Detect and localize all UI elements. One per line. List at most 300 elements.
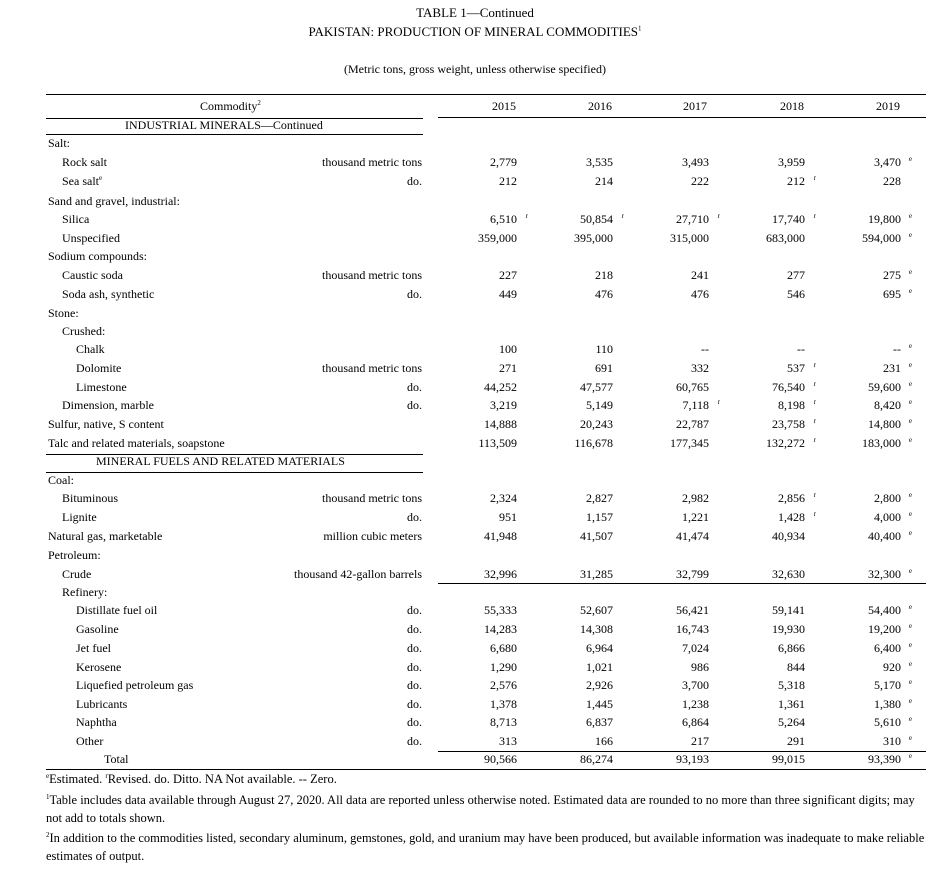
cell-number: 476: [691, 287, 709, 301]
cell-value: [868, 380, 912, 395]
table-row: [0, 342, 950, 360]
cell-number: 110: [595, 342, 613, 356]
row-label-text: Coal:: [48, 473, 74, 487]
cell-value: [874, 491, 912, 506]
cell-number: --: [893, 342, 901, 356]
cell-value: [580, 567, 613, 582]
row-label: [76, 660, 121, 675]
table-rule: [46, 454, 423, 455]
cell-value: [766, 436, 816, 451]
row-label-mark: e: [99, 174, 103, 182]
cell-number: 313: [499, 734, 517, 748]
cell-value: [682, 155, 709, 170]
cell-value: [676, 212, 720, 227]
row-label: [76, 622, 119, 637]
table-row: [0, 734, 950, 752]
cell-mark: e: [908, 268, 912, 276]
cell-number: 241: [691, 268, 709, 282]
row-label-text: Chalk: [76, 342, 105, 356]
table-row: [0, 249, 950, 267]
cell-number: 41,474: [676, 529, 709, 543]
row-unit: do.: [407, 660, 422, 674]
cell-value: [580, 212, 624, 227]
cell-value: [787, 174, 816, 189]
cell-number: 3,535: [586, 155, 613, 169]
cell-number: 8,420: [874, 398, 901, 412]
footnote-1-text: Table includes data available through August 27, 2020. All data are reported unless otherwise noted. Estimated data are rounded to no more than three significant digits; may not add to totals shown.: [46, 793, 915, 825]
cell-value: [862, 231, 912, 246]
table-row: [0, 641, 950, 659]
table-row: [0, 752, 950, 770]
table-row: [0, 622, 950, 640]
table-row: [0, 398, 950, 416]
cell-number: 19,800: [868, 212, 901, 226]
row-label-text: Crushed:: [62, 324, 106, 338]
row-unit: do.: [407, 510, 422, 524]
cell-mark: e: [908, 342, 912, 350]
cell-mark: e: [908, 529, 912, 537]
title-footnote-mark: 1: [638, 24, 642, 33]
cell-number: 55,333: [484, 603, 517, 617]
table-row: [0, 678, 950, 696]
cell-value: [883, 660, 912, 675]
cell-value: [580, 752, 613, 767]
row-label: [76, 697, 127, 712]
cell-value: [682, 697, 709, 712]
cell-value: [787, 660, 805, 675]
row-unit: do.: [407, 287, 422, 301]
cell-number: 218: [595, 268, 613, 282]
row-unit: thousand metric tons: [322, 268, 422, 282]
cell-value: [874, 398, 912, 413]
row-label-text: Naphtha: [76, 715, 117, 729]
cell-value: [586, 715, 613, 730]
row-unit: do.: [407, 398, 422, 412]
cell-value: [580, 622, 613, 637]
table-row: [0, 324, 950, 342]
row-label-text: Bituminous: [62, 491, 119, 505]
cell-value: [499, 361, 517, 376]
cell-value: [868, 212, 912, 227]
cell-number: 166: [595, 734, 613, 748]
cell-number: 99,015: [772, 752, 805, 766]
table-title-line1: TABLE 1—Continued: [416, 5, 534, 20]
cell-number: 449: [499, 287, 517, 301]
table-row: [0, 715, 950, 733]
table-row: [0, 155, 950, 173]
cell-number: 1,290: [490, 660, 517, 674]
row-label: [62, 585, 107, 600]
table-row: [0, 436, 950, 454]
row-unit: do.: [407, 603, 422, 617]
cell-value: [691, 268, 709, 283]
row-label-text: Liquefied petroleum gas: [76, 678, 194, 692]
table-title-line2: [0, 24, 950, 40]
row-label-text: Sulfur, native, S content: [48, 417, 164, 431]
footnote-2-mark: 2: [46, 830, 50, 839]
cell-value: [676, 417, 709, 432]
cell-value: [682, 715, 709, 730]
cell-mark: r: [813, 398, 816, 406]
row-label: [62, 287, 154, 302]
cell-value: [484, 380, 517, 395]
cell-number: 1,378: [490, 697, 517, 711]
row-label-text: Dolomite: [76, 361, 122, 375]
table-row: [0, 361, 950, 379]
table-row: [0, 473, 950, 491]
cell-value: [682, 398, 720, 413]
cell-number: 4,000: [874, 510, 901, 524]
cell-value: [595, 342, 613, 357]
cell-number: 50,854: [580, 212, 613, 226]
table-row: [0, 287, 950, 305]
cell-value: [586, 660, 613, 675]
table-row: [0, 268, 950, 286]
cell-number: 32,996: [484, 567, 517, 581]
cell-value: [490, 155, 517, 170]
cell-number: 56,421: [676, 603, 709, 617]
cell-number: 3,493: [682, 155, 709, 169]
cell-value: [586, 678, 613, 693]
cell-mark: e: [908, 510, 912, 518]
footnote-1-mark: 1: [46, 792, 50, 801]
row-label: [48, 306, 79, 321]
cell-number: 93,193: [676, 752, 709, 766]
row-label: [76, 380, 127, 395]
cell-number: 212: [787, 174, 805, 188]
cell-value: [595, 174, 613, 189]
cell-value: [676, 622, 709, 637]
units-note: (Metric tons, gross weight, unless otherwise specified): [344, 62, 606, 76]
cell-number: 32,630: [772, 567, 805, 581]
row-label-text: Salt:: [48, 136, 71, 150]
row-unit: do.: [407, 697, 422, 711]
cell-value: [691, 287, 709, 302]
section-industrial-minerals: INDUSTRIAL MINERALS—Continued: [125, 118, 323, 132]
cell-number: 23,758: [772, 417, 805, 431]
cell-value: [766, 231, 805, 246]
cell-mark: e: [908, 752, 912, 760]
cell-value: [868, 567, 912, 582]
cell-mark: e: [908, 622, 912, 630]
cell-value: [670, 231, 709, 246]
table-row: [0, 548, 950, 566]
cell-mark: e: [908, 380, 912, 388]
cell-value: [586, 398, 613, 413]
cell-value: [868, 417, 912, 432]
cell-value: [778, 715, 805, 730]
footnote-2: [46, 829, 926, 865]
cell-value: [868, 603, 912, 618]
cell-number: 212: [499, 174, 517, 188]
cell-number: 8,198: [778, 398, 805, 412]
cell-number: --: [701, 342, 709, 356]
cell-number: 14,888: [484, 417, 517, 431]
legend-estimated: Estimated.: [49, 772, 103, 786]
cell-number: 2,827: [586, 491, 613, 505]
row-unit: do.: [407, 641, 422, 655]
cell-number: 116,678: [574, 436, 613, 450]
cell-value: [484, 529, 517, 544]
cell-number: 5,170: [874, 678, 901, 692]
table-row: [0, 136, 950, 154]
cell-number: 1,445: [586, 697, 613, 711]
cell-value: [778, 697, 805, 712]
cell-value: [586, 155, 613, 170]
row-label-text: Distillate fuel oil: [76, 603, 158, 617]
cell-mark: e: [908, 361, 912, 369]
cell-number: 291: [787, 734, 805, 748]
cell-number: 6,400: [874, 641, 901, 655]
footnote-1: [46, 791, 926, 827]
cell-mark: e: [908, 398, 912, 406]
cell-number: 1,380: [874, 697, 901, 711]
row-unit: million cubic meters: [323, 529, 422, 543]
row-label-text: Refinery:: [62, 585, 108, 599]
cell-number: 315,000: [670, 231, 709, 245]
cell-value: [595, 287, 613, 302]
cell-mark: e: [908, 212, 912, 220]
cell-number: 271: [499, 361, 517, 375]
table-rule: [438, 751, 926, 752]
cell-value: [874, 715, 912, 730]
cell-mark: e: [908, 715, 912, 723]
cell-value: [586, 491, 613, 506]
cell-number: 60,765: [676, 380, 709, 394]
cell-value: [484, 603, 517, 618]
row-label-text: Limestone: [76, 380, 127, 394]
cell-number: 7,118: [682, 398, 709, 412]
cell-number: 275: [883, 268, 901, 282]
row-label: [76, 342, 105, 357]
cell-number: 476: [595, 287, 613, 301]
cell-mark: e: [908, 491, 912, 499]
cell-number: 594,000: [862, 231, 901, 245]
row-label-text: Natural gas, marketable: [48, 529, 163, 543]
cell-value: [484, 752, 517, 767]
row-label: [48, 194, 180, 209]
cell-mark: r: [621, 212, 624, 220]
cell-value: [772, 603, 805, 618]
table-row: [0, 194, 950, 212]
cell-value: [787, 287, 805, 302]
cell-value: [676, 529, 709, 544]
cell-number: 40,400: [868, 529, 901, 543]
cell-value: [883, 361, 912, 376]
cell-number: 90,566: [484, 752, 517, 766]
row-label: [62, 174, 102, 189]
cell-mark: e: [908, 734, 912, 742]
cell-value: [595, 361, 613, 376]
cell-number: 19,930: [772, 622, 805, 636]
cell-value: [580, 380, 613, 395]
cell-number: 3,959: [778, 155, 805, 169]
cell-value: [874, 678, 912, 693]
cell-value: [499, 342, 517, 357]
cell-mark: r: [813, 417, 816, 425]
cell-value: [883, 268, 912, 283]
cell-number: 1,428: [778, 510, 805, 524]
cell-value: [499, 510, 517, 525]
cell-value: [490, 212, 528, 227]
cell-number: 951: [499, 510, 517, 524]
header-top-rule: [46, 94, 926, 95]
cell-value: [691, 660, 709, 675]
table-rule: [46, 769, 926, 770]
cell-mark: e: [908, 567, 912, 575]
cell-mark: r: [813, 361, 816, 369]
cell-number: 6,510: [490, 212, 517, 226]
cell-value: [484, 417, 517, 432]
cell-number: 1,221: [682, 510, 709, 524]
cell-value: [499, 287, 517, 302]
cell-number: 2,926: [586, 678, 613, 692]
cell-value: [883, 287, 912, 302]
row-label-text: Kerosene: [76, 660, 122, 674]
row-unit: do.: [407, 734, 422, 748]
cell-value: [676, 380, 709, 395]
cell-mark: e: [908, 678, 912, 686]
cell-value: [883, 734, 912, 749]
row-label-text: MINERAL FUELS AND RELATED MATERIALS: [96, 454, 345, 468]
cell-value: [772, 567, 805, 582]
row-label-text: Dimension, marble: [62, 398, 154, 412]
cell-mark: e: [908, 697, 912, 705]
row-label: [76, 603, 157, 618]
cell-value: [580, 417, 613, 432]
cell-mark: e: [908, 155, 912, 163]
row-label-text: Stone:: [48, 306, 79, 320]
cell-value: [778, 155, 805, 170]
row-unit: thousand 42-gallon barrels: [294, 567, 422, 581]
table-row: [0, 603, 950, 621]
cell-number: 844: [787, 660, 805, 674]
row-label: [62, 567, 91, 582]
table-rule: [46, 472, 423, 473]
cell-number: 3,470: [874, 155, 901, 169]
cell-number: 7,024: [682, 641, 709, 655]
cell-number: 695: [883, 287, 901, 301]
row-label-text: Petroleum:: [48, 548, 101, 562]
cell-number: 41,948: [484, 529, 517, 543]
cell-value: [772, 752, 805, 767]
cell-number: 59,600: [868, 380, 901, 394]
cell-mark: r: [717, 398, 720, 406]
year-header-2017: 2017: [683, 99, 707, 113]
commodity-header-text: Commodity: [200, 99, 258, 113]
row-unit: do.: [407, 678, 422, 692]
table-row: [0, 454, 950, 472]
cell-mark: e: [908, 287, 912, 295]
cell-number: 231: [883, 361, 901, 375]
year-header-2018: 2018: [780, 99, 804, 113]
row-label-text: Crude: [62, 567, 92, 581]
table-row: [0, 212, 950, 230]
row-label-text: Other: [76, 734, 104, 748]
cell-value: [499, 174, 517, 189]
cell-value: [874, 697, 912, 712]
table-row: [0, 491, 950, 509]
cell-value: [499, 268, 517, 283]
cell-value: [490, 641, 517, 656]
cell-value: [586, 697, 613, 712]
cell-number: 227: [499, 268, 517, 282]
cell-number: 537: [787, 361, 805, 375]
cell-number: 2,982: [682, 491, 709, 505]
cell-value: [484, 567, 517, 582]
row-label: [62, 212, 89, 227]
cell-value: [797, 342, 805, 357]
cell-number: 177,345: [670, 436, 709, 450]
cell-number: 47,577: [580, 380, 613, 394]
cell-value: [691, 174, 709, 189]
cell-value: [676, 567, 709, 582]
cell-value: [682, 641, 709, 656]
row-label-text: Silica: [62, 212, 90, 226]
cell-value: [682, 510, 709, 525]
cell-value: [787, 361, 816, 376]
commodity-header: [200, 99, 261, 114]
cell-value: [682, 491, 709, 506]
cell-number: 6,864: [682, 715, 709, 729]
row-label: [96, 454, 345, 469]
cell-number: 222: [691, 174, 709, 188]
table-row: [0, 660, 950, 678]
cell-value: [701, 342, 709, 357]
row-label: [48, 417, 164, 432]
table-row: [0, 510, 950, 528]
cell-number: 19,200: [868, 622, 901, 636]
table-row: [0, 529, 950, 547]
cell-mark: r: [813, 491, 816, 499]
cell-value: [490, 697, 517, 712]
cell-number: 27,710: [676, 212, 709, 226]
legend-r-mark: r: [105, 771, 108, 780]
cell-mark: e: [908, 436, 912, 444]
table-row: [0, 380, 950, 398]
cell-number: 920: [883, 660, 901, 674]
cell-value: [490, 715, 517, 730]
cell-mark: r: [813, 174, 816, 182]
row-label: [62, 491, 118, 506]
cell-number: 32,300: [868, 567, 901, 581]
row-label: [48, 548, 101, 563]
cell-value: [574, 231, 613, 246]
cell-number: 6,866: [778, 641, 805, 655]
cell-number: 54,400: [868, 603, 901, 617]
cell-number: 683,000: [766, 231, 805, 245]
table-rule: [438, 583, 926, 584]
row-label-text: Sand and gravel, industrial:: [48, 194, 180, 208]
cell-value: [691, 734, 709, 749]
cell-mark: r: [813, 436, 816, 444]
cell-number: 217: [691, 734, 709, 748]
cell-number: 17,740: [772, 212, 805, 226]
table-row: [0, 697, 950, 715]
cell-number: 6,680: [490, 641, 517, 655]
row-label-text: Talc and related materials, soapstone: [48, 436, 225, 450]
row-label: [48, 529, 162, 544]
cell-value: [574, 436, 613, 451]
cell-value: [484, 622, 517, 637]
cell-value: [676, 603, 709, 618]
cell-number: 16,743: [676, 622, 709, 636]
cell-number: 132,272: [766, 436, 805, 450]
commodity-footnote-mark: 2: [257, 99, 261, 107]
row-unit: do.: [407, 622, 422, 636]
cell-value: [778, 398, 816, 413]
row-label: [48, 436, 225, 451]
